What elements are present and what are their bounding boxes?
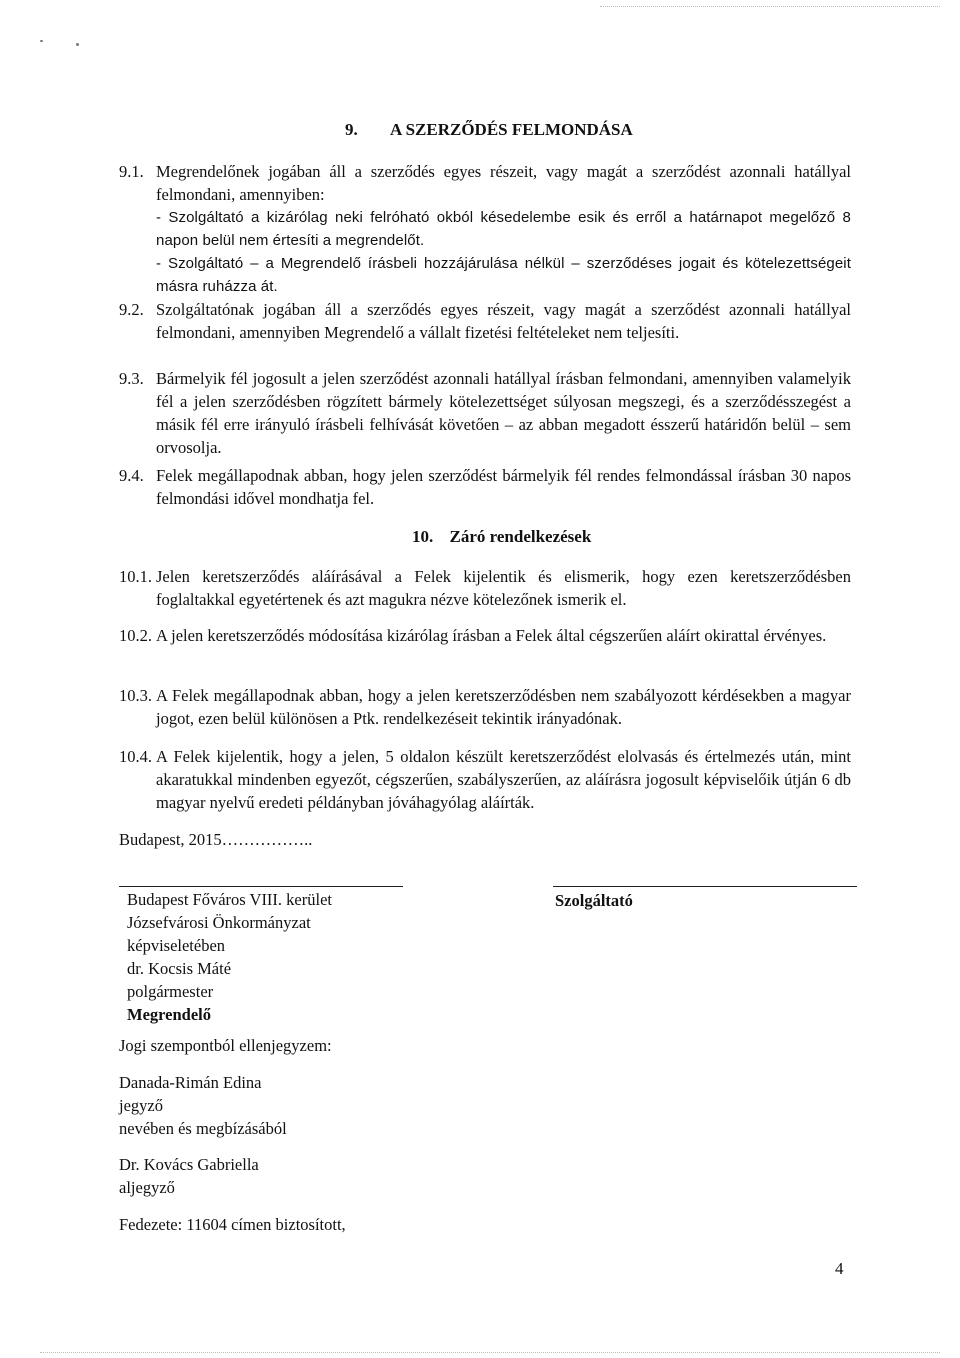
page-number: 4 [835, 1259, 844, 1278]
countersign-block-1 [119, 1071, 439, 1140]
clause-text: A jelen keretszerződés módosítása kizárólag írásban a Felek által cégszerűen aláírt okirattal érvényes. [156, 626, 827, 645]
scan-speck [76, 43, 79, 46]
clause-number: 10.3. [119, 686, 152, 705]
clause-number: 9.2. [119, 300, 144, 319]
clause-9-1 [119, 160, 851, 298]
countersign-block-2 [119, 1153, 439, 1199]
countersign-name: Dr. Kovács Gabriella [119, 1155, 259, 1174]
countersign-name: Danada-Rimán Edina [119, 1073, 262, 1092]
clause-10-1 [119, 565, 851, 611]
signatory-capacity: képviseletében [127, 936, 226, 955]
clause-number: 10.1. [119, 567, 152, 586]
clause-text: Felek megállapodnak abban, hogy jelen szerződést bármelyik fél rendes felmondással írásban 30 napos felmondási idővel mondhatja fel. [156, 466, 851, 508]
clause-10-4 [119, 745, 851, 814]
signatory-role-right: Szolgáltató [555, 891, 633, 910]
clause-9-2 [119, 298, 851, 344]
scan-edge [40, 1352, 940, 1353]
clause-bullet: - Szolgáltató – a Megrendelő írásbeli hozzájárulása nélkül – szerződéses jogait és kötelezettségeit másra ruházza át. [156, 255, 851, 295]
section-title: A SZERZŐDÉS FELMONDÁSA [390, 120, 633, 139]
clause-10-3 [119, 684, 851, 730]
signature-line-right [553, 886, 857, 887]
section-title: Záró rendelkezések [449, 527, 592, 546]
section-number: 9. [345, 120, 358, 139]
clause-text: A Felek kijelentik, hogy a jelen, 5 oldalon készült keretszerződést elolvasás és értelmezés után, mint akaratukkal mindenben egyezőt, cégszerűen, szabályszerűen, az aláírásra jogosult képviselőik útján 6 db magyar nyelvű eredeti példányban jóváhagyólag aláírták. [156, 747, 851, 812]
signatory-title: polgármester [127, 982, 214, 1001]
clause-number: 9.3. [119, 369, 144, 388]
scan-speck [40, 40, 43, 42]
clause-9-3 [119, 367, 851, 459]
clause-number: 10.4. [119, 747, 152, 766]
clause-bullet: - Szolgáltató a kizárólag neki felróható okból késedelembe esik és erről a határnapot megelőző 8 napon belül nem értesíti a megrendelőt. [156, 209, 851, 249]
countersign-label: Jogi szempontból ellenjegyzem: [119, 1036, 332, 1055]
signatory-name: dr. Kocsis Máté [127, 959, 232, 978]
signatory-role: Megrendelő [127, 1005, 212, 1024]
clause-text: Megrendelőnek jogában áll a szerződés egyes részeit, vagy magát a szerződést azonnali hatállyal felmondani, amennyiben: [156, 162, 851, 204]
clause-text: Szolgáltatónak jogában áll a szerződés egyes részeit, vagy magát a szerződést azonnali hatállyal felmondani, amennyiben Megrendelő a vállalt fizetési feltételeket nem teljesíti. [156, 300, 851, 342]
signature-line-left [119, 886, 403, 887]
section-heading [412, 525, 591, 548]
section-number: 10. [412, 527, 434, 546]
section-heading [345, 118, 633, 141]
clause-9-4 [119, 464, 851, 510]
signatory-org-line: Budapest Főváros VIII. kerület [127, 890, 332, 909]
coverage-line: Fedezete: 11604 címen biztosított, [119, 1215, 346, 1234]
countersign-note: nevében és megbízásából [119, 1119, 287, 1138]
clause-text: Bármelyik fél jogosult a jelen szerződést azonnali hatállyal írásban felmondani, amennyiben valamelyik fél a jelen szerződésben rögzített bármely kötelezettséget súlyosan megszegi, és a szerződésszegést a másik fél erre irányuló írásbeli felhívását követően – az abban megadott ésszerű határidőn belül – sem orvosolja. [156, 369, 851, 457]
scan-edge [600, 6, 940, 7]
date-line: Budapest, 2015…………….. [119, 830, 313, 849]
countersign-title: aljegyző [119, 1178, 175, 1197]
clause-10-2 [119, 624, 851, 647]
clause-number: 10.2. [119, 626, 152, 645]
clause-number: 9.4. [119, 466, 144, 485]
clause-text: A Felek megállapodnak abban, hogy a jelen keretszerződésben nem szabályozott kérdésekben a magyar jogot, ezen belül különösen a Ptk. rendelkezéseit tekintik irányadónak. [156, 686, 851, 728]
clause-text: Jelen keretszerződés aláírásával a Felek kijelentik és elismerik, hogy ezen keretszerződésben foglaltakkal egyetértenek és azt magukra nézve kötelezőnek ismerik el. [156, 567, 851, 609]
countersign-title: jegyző [119, 1096, 163, 1115]
clause-number: 9.1. [119, 162, 144, 181]
signature-block-left [127, 888, 427, 1026]
signatory-org-line: Józsefvárosi Önkormányzat [127, 913, 311, 932]
